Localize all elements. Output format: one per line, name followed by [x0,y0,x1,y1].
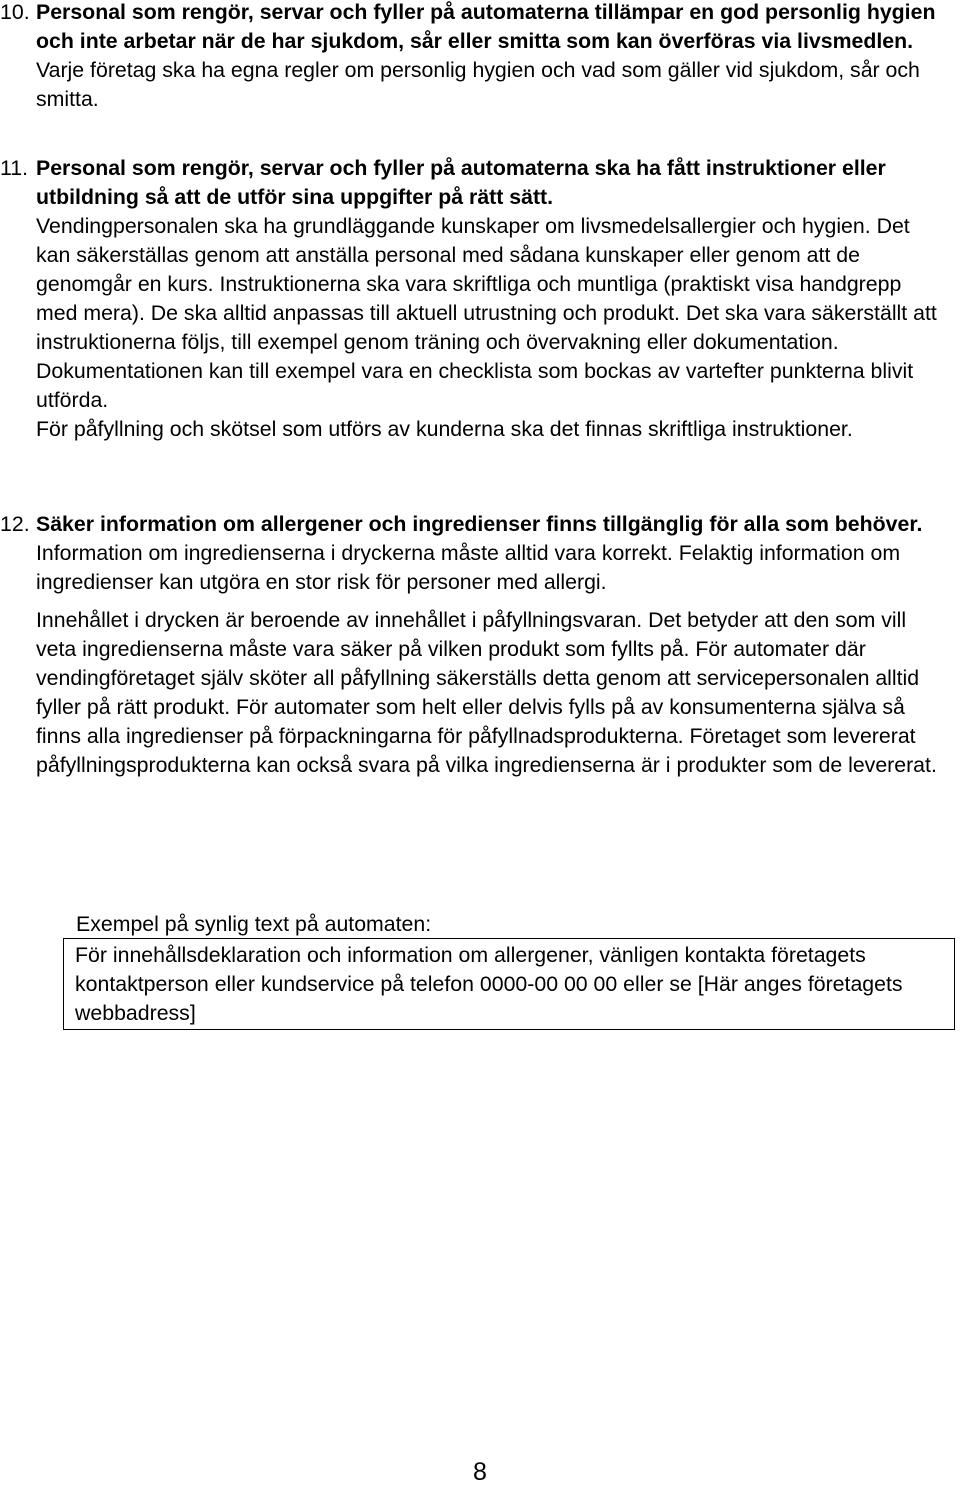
list-item-11 [0,154,940,444]
item-paragraph: Innehållet i drycken är beroende av innehållet i påfyllningsvaran. Det betyder att den som vill veta ingredienserna måste vara säker på vilken produkt som fyllts på. För automater där vendingföretaget själv sköter all påfyllning säkerställs detta genom att servicepersonalen alltid fyller på rätt produkt. För automater som helt eller delvis fylls på av konsumenterna själva så finns alla ingredienser på förpackningarna för påfyllnadsprodukterna. Företaget som levererat påfyllningsprodukterna kan också svara på vilka ingredienserna är i produkter som de levererat. [36,608,937,777]
example-label: Exempel på synlig text på automaten: [76,912,432,936]
page-number: 8 [473,1458,487,1486]
item-number: 10. [0,0,30,24]
example-box [63,938,955,1030]
item-heading: Personal som rengör, servar och fyller på automaterna ska ha fått instruktioner eller utbildning så att de utför sina uppgifter på rätt sätt. [36,156,886,209]
item-paragraph: Varje företag ska ha egna regler om personlig hygien och vad som gäller vid sjukdom, sår och smitta. [36,58,920,111]
list-item-10 [0,0,940,114]
item-paragraph: Information om ingredienserna i dryckerna måste alltid vara korrekt. Felaktig information om ingredienser kan utgöra en stor risk för personer med allergi. [36,541,901,594]
item-number: 11. [0,156,29,180]
item-paragraph: Vendingpersonalen ska ha grundläggande kunskaper om livsmedelsallergier och hygien. Det kan säkerställas genom att anställa personal med sådana kunskaper eller genom att de genomgår en kurs. Instruktionerna ska vara skriftliga och muntliga (praktiskt visa handgrepp med mera). De ska alltid anpassas till aktuell utrustning och produkt. Det ska vara säkerställt att instruktionerna följs, till exempel genom träning och övervakning eller dokumentation. Dokumentationen kan till exempel vara en checklista som bockas av vartefter punkterna blivit utförda. [36,214,937,412]
item-number: 12. [0,512,30,536]
list-item-12 [0,510,940,780]
example-box-text: För innehållsdeklaration och information om allergener, vänligen kontakta företagets kontaktperson eller kundservice på telefon 0000-00 00 00 eller se [Här anges företagets webbadress] [75,943,903,1025]
item-heading: Personal som rengör, servar och fyller på automaterna tillämpar en god personlig hygien och inte arbetar när de har sjukdom, sår eller smitta som kan överföras via livsmedlen. [36,0,936,53]
item-heading: Säker information om allergener och ingredienser finns tillgänglig för alla som behöver. [36,512,923,536]
item-paragraph: För påfyllning och skötsel som utförs av kunderna ska det finnas skriftliga instruktioner. [36,417,853,441]
